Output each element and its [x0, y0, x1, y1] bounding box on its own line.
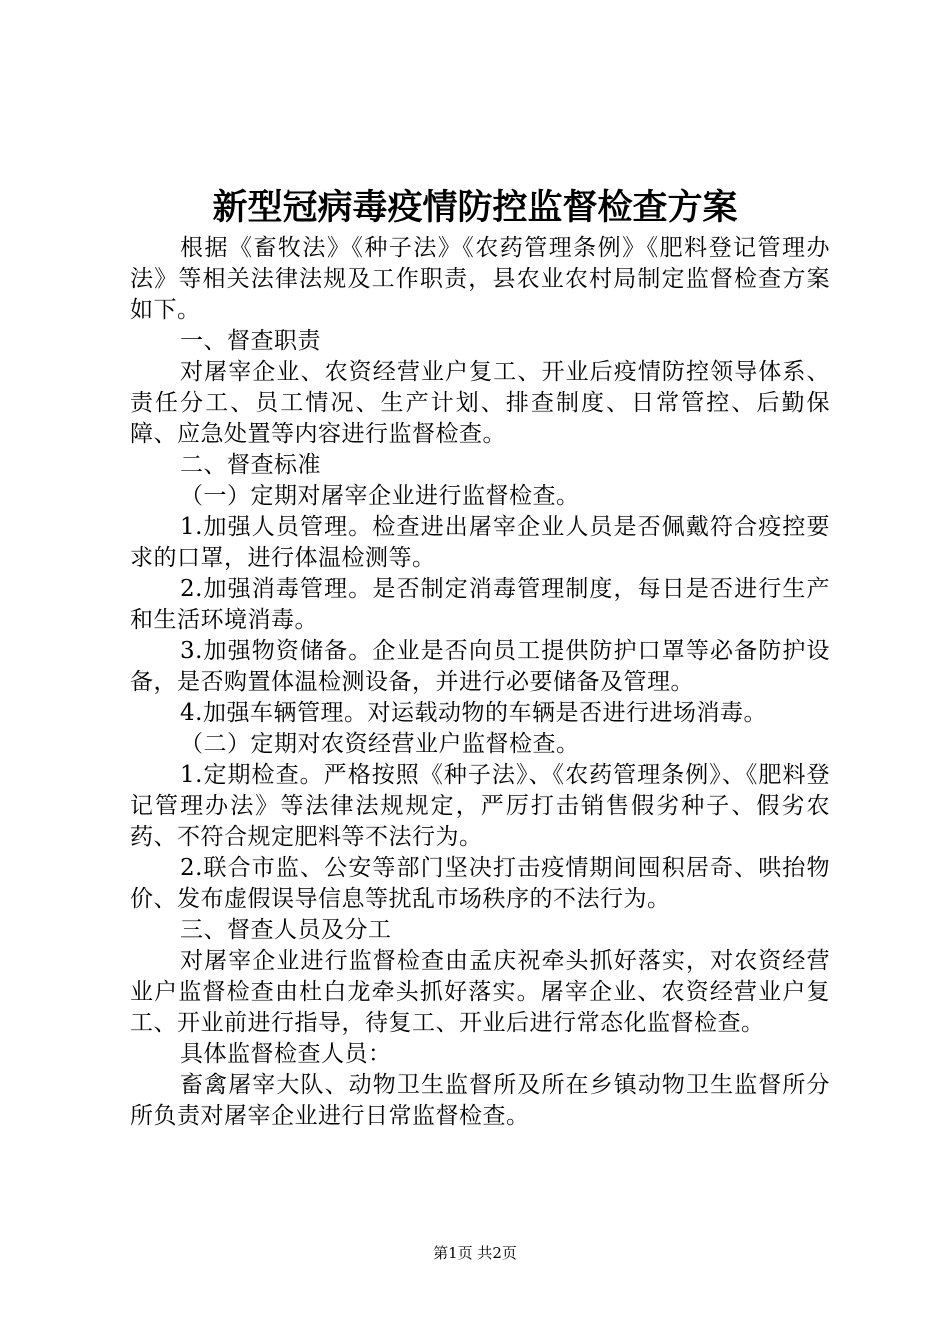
list-item: 3.加强物资储备。企业是否向员工提供防护口罩等必备防护设备，是否购置体温检测设备，并进行必要储备及管理。 — [130, 638, 830, 695]
paragraph-personnel: 对屠宰企业进行监督检查由孟庆祝牵头抓好落实，对农资经营业户监督检查由杜白龙牵头抓好落实。屠宰企业、农资经营业户复工、开业前进行指导，待复工、开业后进行常态化监督检查。 — [130, 948, 830, 1036]
page-number-footer: 第1页 共2页 — [433, 1244, 517, 1262]
list-item: 1.定期检查。严格按照《种子法》、《农药管理条例》、《肥料登记管理办法》等法律法规规定，严厉打击销售假劣种子、假劣农药、不符合规定肥料等不法行为。 — [130, 762, 830, 850]
section-heading-personnel: 三、督查人员及分工 — [180, 917, 392, 943]
list-item: 1.加强人员管理。检查进出屠宰企业人员是否佩戴符合疫控要求的口罩，进行体温检测等。 — [130, 514, 830, 571]
subsection-heading-agri-supply: （二）定期对农资经营业户监督检查。 — [180, 731, 580, 757]
list-item: 2.加强消毒管理。是否制定消毒管理制度，每日是否进行生产和生活环境消毒。 — [130, 576, 830, 633]
list-item: 2.联合市监、公安等部门坚决打击疫情期间囤积居奇、哄抬物价、发布虚假误导信息等扰乱市场秩序的不法行为。 — [130, 855, 830, 912]
document-body — [130, 233, 830, 1132]
list-item: 4.加强车辆管理。对运载动物的车辆是否进行进场消毒。 — [180, 700, 767, 726]
paragraph-intro: 根据《畜牧法》《种子法》《农药管理条例》《肥料登记管理办法》等相关法律法规及工作职责，县农业农村局制定监督检查方案如下。 — [130, 235, 830, 323]
paragraph-duties: 对屠宰企业、农资经营业户复工、开业后疫情防控领导体系、责任分工、员工情况、生产计划、排查制度、日常管控、后勤保障、应急处置等内容进行监督检查。 — [130, 359, 830, 447]
subsection-heading-slaughter: （一）定期对屠宰企业进行监督检查。 — [180, 483, 580, 509]
document-title: 新型冠病毒疫情防控监督检查方案 — [212, 187, 738, 228]
section-heading-standards: 二、督查标准 — [180, 452, 321, 478]
paragraph-inspectors-label: 具体监督检查人员： — [180, 1041, 392, 1067]
section-heading-duties: 一、督查职责 — [180, 328, 321, 354]
paragraph-inspectors: 畜禽屠宰大队、动物卫生监督所及所在乡镇动物卫生监督所分所负责对屠宰企业进行日常监督检查。 — [130, 1072, 830, 1129]
